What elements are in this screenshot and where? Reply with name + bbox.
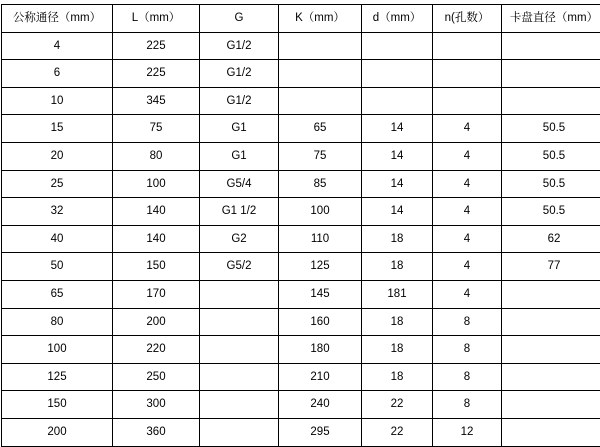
column-header-d: d（mm） — [362, 5, 433, 33]
cell-hole-count: 8 — [433, 308, 502, 336]
table-row — [2, 308, 600, 336]
cell-flange-diameter: 62 — [502, 225, 600, 253]
cell-thread: G5/4 — [200, 170, 279, 198]
cell-d — [362, 60, 433, 88]
cell-thread — [200, 391, 279, 419]
table-row — [2, 60, 600, 88]
cell-length: 300 — [113, 391, 200, 419]
table-row — [2, 418, 600, 446]
cell-flange-diameter — [502, 391, 600, 419]
cell-nominal-diameter: 4 — [2, 32, 113, 60]
column-header-length: L（mm） — [113, 5, 200, 33]
cell-thread: G1/2 — [200, 60, 279, 88]
cell-length: 75 — [113, 115, 200, 143]
cell-d — [362, 32, 433, 60]
cell-thread: G2 — [200, 225, 279, 253]
cell-thread: G1 1/2 — [200, 198, 279, 226]
cell-nominal-diameter: 10 — [2, 87, 113, 115]
cell-flange-diameter — [502, 87, 600, 115]
cell-d: 22 — [362, 418, 433, 446]
cell-hole-count: 8 — [433, 336, 502, 364]
cell-d: 18 — [362, 225, 433, 253]
cell-d: 14 — [362, 115, 433, 143]
table-row — [2, 363, 600, 391]
cell-hole-count — [433, 32, 502, 60]
cell-flange-diameter — [502, 363, 600, 391]
cell-hole-count: 4 — [433, 198, 502, 226]
cell-hole-count: 8 — [433, 363, 502, 391]
table-row — [2, 142, 600, 170]
cell-k: 240 — [279, 391, 362, 419]
cell-flange-diameter — [502, 336, 600, 364]
cell-k — [279, 32, 362, 60]
cell-flange-diameter: 50.5 — [502, 115, 600, 143]
table-row — [2, 170, 600, 198]
cell-nominal-diameter: 80 — [2, 308, 113, 336]
cell-k: 125 — [279, 253, 362, 281]
cell-hole-count: 4 — [433, 280, 502, 308]
cell-flange-diameter — [502, 418, 600, 446]
cell-thread: G5/2 — [200, 253, 279, 281]
cell-hole-count — [433, 87, 502, 115]
column-header-hole-count: n(孔数） — [433, 5, 502, 33]
column-header-flange-diameter: 卡盘直径（mm） — [502, 5, 600, 33]
cell-nominal-diameter: 50 — [2, 253, 113, 281]
cell-length: 225 — [113, 60, 200, 88]
cell-flange-diameter — [502, 280, 600, 308]
cell-d: 18 — [362, 308, 433, 336]
cell-length: 100 — [113, 170, 200, 198]
table-row — [2, 391, 600, 419]
table-row — [2, 336, 600, 364]
cell-nominal-diameter: 32 — [2, 198, 113, 226]
cell-flange-diameter: 50.5 — [502, 142, 600, 170]
cell-k: 145 — [279, 280, 362, 308]
cell-k: 110 — [279, 225, 362, 253]
cell-k: 75 — [279, 142, 362, 170]
cell-nominal-diameter: 65 — [2, 280, 113, 308]
cell-hole-count: 4 — [433, 142, 502, 170]
cell-flange-diameter — [502, 308, 600, 336]
cell-length: 220 — [113, 336, 200, 364]
cell-nominal-diameter: 25 — [2, 170, 113, 198]
cell-thread: G1/2 — [200, 32, 279, 60]
cell-nominal-diameter: 6 — [2, 60, 113, 88]
table-header-row — [2, 5, 600, 33]
cell-length: 200 — [113, 308, 200, 336]
cell-d: 181 — [362, 280, 433, 308]
table-row — [2, 115, 600, 143]
cell-thread — [200, 280, 279, 308]
cell-nominal-diameter: 15 — [2, 115, 113, 143]
cell-k: 210 — [279, 363, 362, 391]
cell-thread: G1/2 — [200, 87, 279, 115]
cell-flange-diameter: 50.5 — [502, 170, 600, 198]
cell-thread — [200, 308, 279, 336]
cell-k: 85 — [279, 170, 362, 198]
table-row — [2, 32, 600, 60]
cell-k: 100 — [279, 198, 362, 226]
column-header-k: K（mm） — [279, 5, 362, 33]
cell-d: 14 — [362, 142, 433, 170]
cell-length: 150 — [113, 253, 200, 281]
cell-k: 295 — [279, 418, 362, 446]
cell-length: 170 — [113, 280, 200, 308]
specification-table — [1, 4, 600, 447]
table-row — [2, 225, 600, 253]
cell-nominal-diameter: 100 — [2, 336, 113, 364]
cell-thread — [200, 418, 279, 446]
cell-d — [362, 87, 433, 115]
cell-k: 65 — [279, 115, 362, 143]
cell-flange-diameter — [502, 60, 600, 88]
cell-hole-count — [433, 60, 502, 88]
cell-length: 140 — [113, 225, 200, 253]
table-body — [2, 32, 600, 446]
cell-nominal-diameter: 40 — [2, 225, 113, 253]
cell-hole-count: 4 — [433, 115, 502, 143]
cell-hole-count: 4 — [433, 170, 502, 198]
cell-length: 250 — [113, 363, 200, 391]
cell-hole-count: 12 — [433, 418, 502, 446]
table-row — [2, 198, 600, 226]
cell-d: 14 — [362, 198, 433, 226]
table-row — [2, 87, 600, 115]
cell-flange-diameter: 77 — [502, 253, 600, 281]
cell-length: 225 — [113, 32, 200, 60]
cell-thread: G1 — [200, 115, 279, 143]
table-row — [2, 253, 600, 281]
cell-k: 180 — [279, 336, 362, 364]
cell-d: 18 — [362, 336, 433, 364]
cell-nominal-diameter: 150 — [2, 391, 113, 419]
cell-d: 14 — [362, 170, 433, 198]
cell-d: 18 — [362, 253, 433, 281]
cell-length: 345 — [113, 87, 200, 115]
table-header — [2, 5, 600, 33]
cell-hole-count: 4 — [433, 225, 502, 253]
cell-length: 140 — [113, 198, 200, 226]
cell-length: 80 — [113, 142, 200, 170]
cell-hole-count: 4 — [433, 253, 502, 281]
column-header-thread: G — [200, 5, 279, 33]
cell-thread — [200, 363, 279, 391]
column-header-nominal-diameter: 公称通径（mm） — [2, 5, 113, 33]
cell-flange-diameter — [502, 32, 600, 60]
cell-k — [279, 60, 362, 88]
cell-k: 160 — [279, 308, 362, 336]
cell-thread: G1 — [200, 142, 279, 170]
cell-d: 18 — [362, 363, 433, 391]
cell-hole-count: 8 — [433, 391, 502, 419]
cell-flange-diameter: 50.5 — [502, 198, 600, 226]
cell-length: 360 — [113, 418, 200, 446]
cell-nominal-diameter: 200 — [2, 418, 113, 446]
cell-d: 22 — [362, 391, 433, 419]
cell-nominal-diameter: 20 — [2, 142, 113, 170]
cell-nominal-diameter: 125 — [2, 363, 113, 391]
cell-thread — [200, 336, 279, 364]
table-row — [2, 280, 600, 308]
cell-k — [279, 87, 362, 115]
